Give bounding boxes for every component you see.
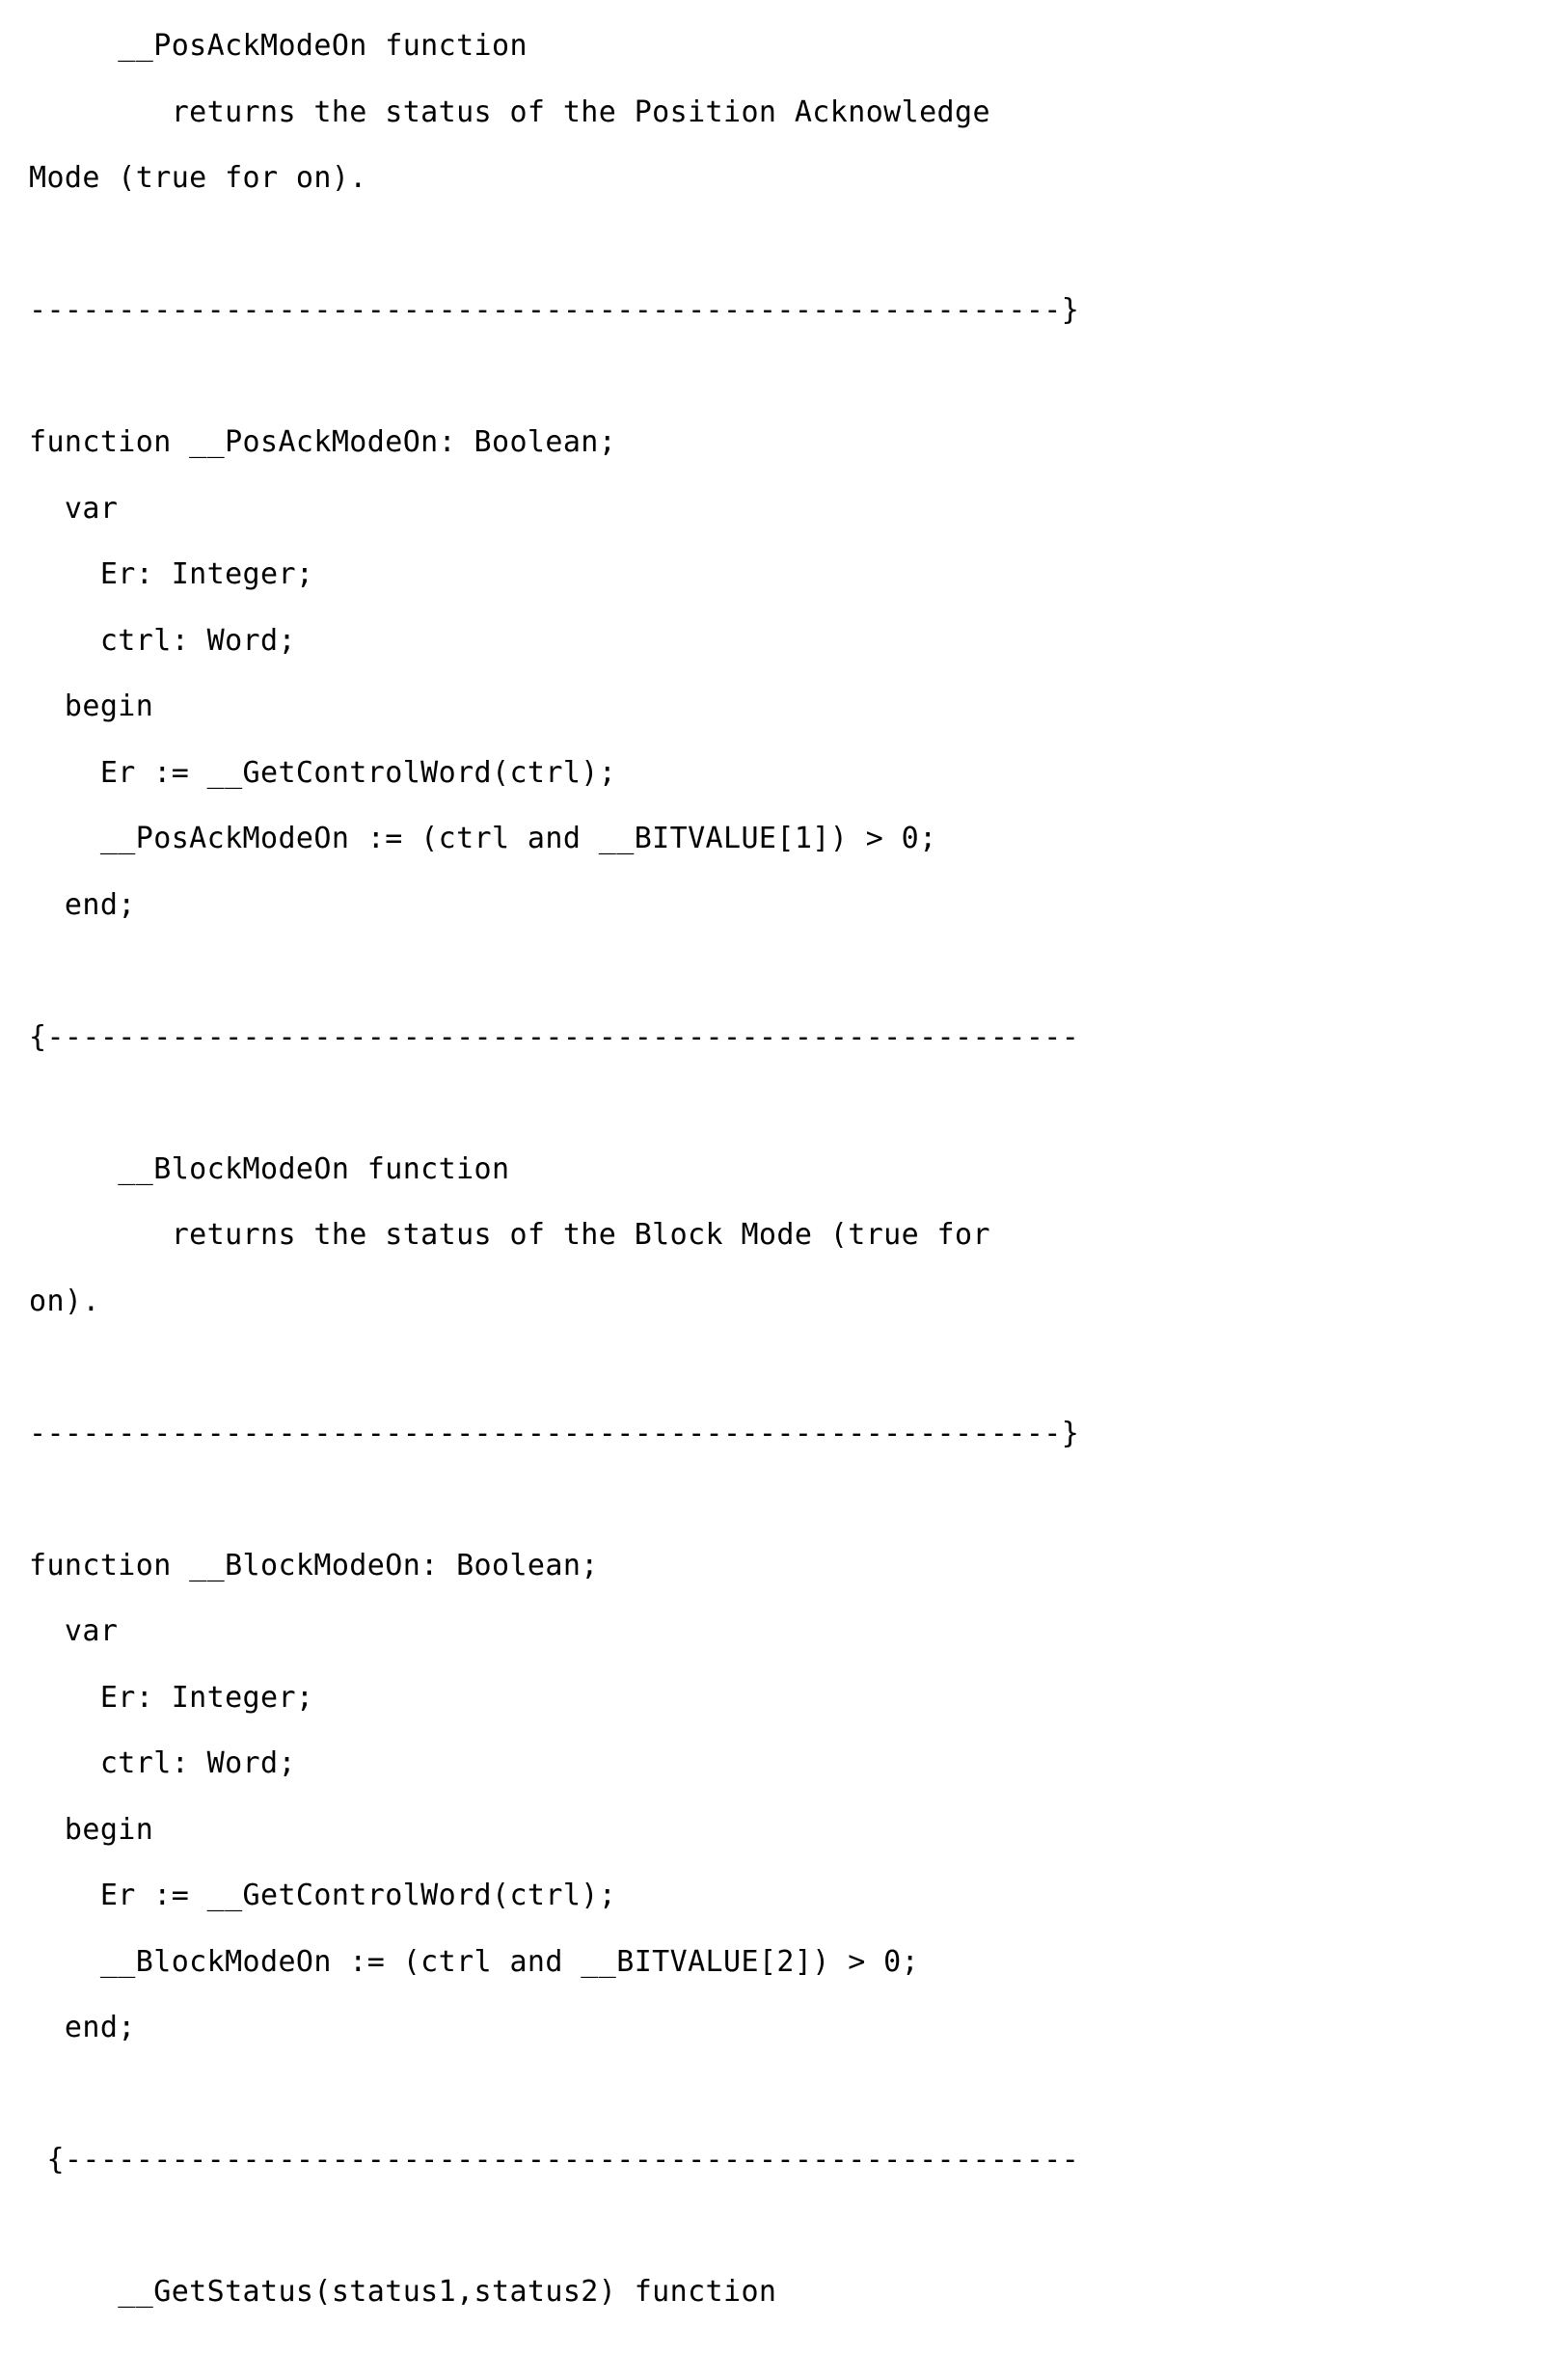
code-line: returns the status of the Position Acknowledge <box>29 95 990 129</box>
code-line: Mode (true for on). <box>29 161 367 195</box>
code-listing <box>29 14 1514 2326</box>
code-line: ctrl: Word; <box>29 1746 296 1780</box>
code-line <box>29 938 1514 1005</box>
code-line <box>29 1070 1514 1137</box>
code-line: returns the status of the Block Mode (true for <box>29 1218 990 1252</box>
code-line <box>29 2194 1514 2260</box>
code-line: Er: Integer; <box>29 1680 314 1715</box>
code-line: end; <box>29 2011 136 2044</box>
code-line: var <box>29 491 119 526</box>
code-line: var <box>29 1614 119 1648</box>
code-line: on). <box>29 1284 100 1318</box>
code-line: Er := __GetControlWord(ctrl); <box>29 1879 617 1912</box>
code-line: __BlockModeOn := (ctrl and __BITVALUE[2]) > 0; <box>29 1944 920 1979</box>
code-line: {--------------------------------------------------------- <box>29 2143 1080 2177</box>
code-line: Er := __GetControlWord(ctrl); <box>29 755 617 790</box>
code-line: {---------------------------------------------------------- <box>29 1019 1080 1054</box>
code-line: ctrl: Word; <box>29 623 296 658</box>
code-line <box>29 1467 1514 1533</box>
code-line: ----------------------------------------------------------} <box>29 293 1080 327</box>
code-line <box>29 2062 1514 2128</box>
code-line: begin <box>29 690 154 723</box>
code-line: function __BlockModeOn: Boolean; <box>29 1548 599 1582</box>
code-line: Er: Integer; <box>29 557 314 591</box>
code-line: ----------------------------------------------------------} <box>29 1416 1080 1450</box>
code-line <box>29 1335 1514 1401</box>
code-line: __GetStatus(status1,status2) function <box>29 2275 777 2309</box>
code-line: end; <box>29 887 136 922</box>
code-line: function __PosAckModeOn: Boolean; <box>29 425 617 459</box>
code-line: __PosAckModeOn := (ctrl and __BITVALUE[1]) > 0; <box>29 822 937 855</box>
code-line: begin <box>29 1812 154 1847</box>
code-line: __BlockModeOn function <box>29 1151 510 1186</box>
code-line: __PosAckModeOn function <box>29 29 528 63</box>
code-line <box>29 344 1514 411</box>
code-line <box>29 212 1514 279</box>
